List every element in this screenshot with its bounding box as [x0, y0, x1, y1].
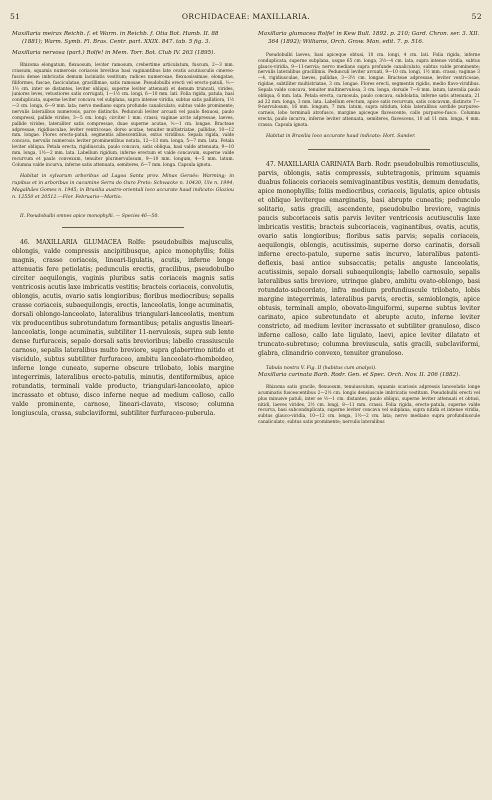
- species-description: Rhizoma satis gracile, flexuosum, tenuiusculum, squamis scariosis adpressis lanceolatis longe acuminatis fuscescentibus 2—2½ cm. longis densiuscule imbricatis vestitum. Pseudobulbi erecti vel plus minusve patuli, inter se ½—1 cm. distantes, paulo obliqui, superne leviter attenuati et obtusi, nitidi, laeves virides, 2½ cm. longi, 8—11 mm. crassi. Folia rigida, erecto-patula, superne valde recurva, basi subconduplicata, superne leviter concava vel subplana, supra nitida et intense viridia, subtus glauco-viridia, 10—12 cm. longa, 1½—2 cm. lata; nervo mediano supra profundiuscule canaliculato, subtus satis prominente; nervulis lateralibus: [258, 385, 480, 426]
- synonym-reference: Maxillaria carinata Barb. Rodr. Gen. et Spec. Orch. Nov. II. 206 (1882).: [258, 371, 461, 378]
- running-header: [10, 12, 482, 24]
- page-number-right: 52: [471, 12, 482, 21]
- habitat-paragraph: Habitat in Brasilia loco accurate haud indicato: Hort. Sander.: [266, 133, 416, 139]
- synonym-reference: Maxillaria glumacea Rolfe! in Kew Bull. 1892. p. 210; Gard. Chron. ser. 3. XII. 364 (1892); Williams, Orch. Grow. Man. edit. 7. p. 516.: [258, 31, 480, 46]
- right-column: [258, 30, 480, 790]
- plate-reference: Tabula nostra V. Fig. II (habitus cum analysi).: [266, 365, 377, 371]
- species-description: Pseudobulbi laeves, basi apiceque obtusi, 10 cm. longi, 4 cm. lati. Folia rigida, inferne conduplicata, superne subplana, usque 65 cm. longa, 3½—4 cm. lata, supra intense viridia, subtus glauco-viridia, 9—11-nervia; nervo mediano supra profunde canaliculato, subtus valde prominente; nervulis lateralibus gracillimis. Pedunculi leviter arcuati, 9—10 cm. longi, 1½ mm. crassi; vaginae 3—4, rigidiusculae, laeves, pallidae, 3—3½ cm. longae. Bracteae adpressae, leviter ventricosae, rigidae, subtiliter multistriatae, 3 cm. longae. Flores erecti, segmentis rigidis, medio flavo-viridibus. Sepala valde concava, tenuiter multinervulosa, 3 cm. longa, dorsale 7—8 mm. latum, lateralia paulo obliqua, 6 mm. lata. Petala erecta, carnosula, paulo concava, subdolatia, inferne satis attenuata, 21 ad 22 mm. longa, 3 mm. lata. Labellum erectum, apice satis recurvum, satis concavum, distincte 7—9-nervulosum, 16 mm. longum, 7 mm. latum, supra nitidum, lobis lateralibus sordide purpureo-carneis, lobo terminali atrofusco, margine apiceque flavescente, callo purpureo-fusco. Columna erecta, paulo incurva, inferne leviter attenuata, semiteres, flavescens, 10 ad 11 mm. longa, 4 mm. crassa. Capsula ignota.: [258, 52, 480, 128]
- running-title: ORCHIDACEAE: MAXILLARIA.: [181, 12, 311, 21]
- section-note: II. Pseudobulbi omnes apice monophylli. — Species 46—50.: [20, 214, 159, 220]
- section-divider: [62, 227, 184, 228]
- species-description: Rhizoma elongatum, flexuosum, leviter ramosum, crebertime articulatum, fuscum, 2—3 mm. crassum, squamis numerosis coriaceis brevibus basi vaginantibus late ovatis acutiusculis cinereo-fuscis dense imbricatis demum laciniatis vestitum; radices numerosae, flexuosissimae, elongatae, filiformes, fuscae, fasciculatae, gracillimae, satis ramosae. Pseudobulbi erecti vel erecto-patuli, ⅓—1⅓ cm. inter se distantes, leviter obliqui, superne leviter attenuati et demum truncati, virides, juniores leves, vetustiores satis corrugati, 1—1½ cm. longi, 6—10 mm. lati. Folia rigida, patula, basi conduplicata, superne leviter concava vel subplana, supra intense viridia, subtus satis pallidiora, 1½—3 cm. longa, 6—9 mm. lata; nervo mediano supra profunde canaliculato, subtus valde prominente; nervulis lateralibus numerosis, parce distinctis. Pedunculi leviter arcuati vel paulo flexuosi, paulo compressi, pallide virides, 3—5 cm. longi; circiter 1 mm. crassi; vaginae arcte adpressae, laeves, pallide virides, lateraliter satis compressae, duae superne acutae, ⅓—1 cm. longae. Bracteae adpressae, rigidiusculae, leviter ventricosae, dorso acutae, tenuiter multistriatae, pallidae, 10—12 mm. longae. Flores erecto-patuli, segmentis albescentibus, extus viridibus. Sepala rigida, valde concava, nervulis numerosis leviter prominentibus notata, 12—13 mm. longa, 5—7 mm. lata. Petala leviter obliqua. Petala erecta, rigidiuscula, paulo concava, satis obliqua, basi valde attenuata, 9—10 mm. longa, 1½—2 mm. lata. Labellum rigidum, inferne erectum et valde concavum, superne valde recurvum et paulo convexum, tenuiter plurinervulosum, 9—10 mm. longum, 4—5 mm. latum. Columna valde incurva, inferne satis attenuata, semiteres, 6—7 mm. longa. Capsula ignota.: [12, 63, 234, 168]
- species-diagnosis: 46. MAXILLARIA GLUMACEA Rolfe: pseudobulbis majusculis, oblongis, valde compressis ancipitibusque, apice monophyllis; foliis magnis, crasse coriaceis, lineari-ligulatis, acutis, inferne longe attenuatis fere petiolatis; pedunculis erectis, gracilibus, pseudobulbo circiter aequilongis, vaginis pluribus satis coriaceis magnis satis ventricosis acutis laxe imbricatis vestitis; bracteis coriaceis, convolutis, oblongis, acutis, ovario satis longioribus; floribus mediocribus; sepalis crasse coriaceis, subaequilongis, erectis, lanceolatis, longe acuminatis, dorsali oblongo-lanceolato, lateralibus triangulari-lanceolatis, mentum vix producentibus subrotundatum formantibus; petalis angustis lineari-lanceolatis, longe acuminatis, subtiliter 11-nervulosis, supra sub lente dense furfuraceis, sepalo dorsali satis brevioribus; labello crassiuscule carnoso, sepalis lateralibus multo breviore, supra glaberrimo nitido et viscidulo, subtus subtiliter furfuraceo, ambitu lanceolato-rhomboideo, inferne longe cuneato, superne obscure trilobato, lobis margine integerrimis, lateralibus erecto-patulis, minutis, dentiformibus, apice rotundatis, terminali valde producto, triangulari-lanceolato, apice incrassato et obtuso, disco inferne neque ad medium calloso, callo valde prominente, carnoso, lineari-clavato, viscoso; columna longiuscula, crassa, subclaviformi, subtiliter furfuraceo-puberula.: [12, 239, 234, 418]
- synonym-reference: Maxillaria meirax Reichb. f. et Warm. in Reichb. f. Otia Bot. Hamb. II. 88 (1881); Warm. Symb. Fl. Bras. Centr. part. XXIX. 847. tab. 5 fig. 3.: [12, 31, 219, 46]
- species-diagnosis: 47. MAXILLARIA CARINATA Barb. Rodr. pseudobulbis remotiusculis, parvis, oblongis, satis compressis, subtetragonis, primum squamis duabus foliaceis coriaceis semivaginantibus vestitis, demum denudatis, apice monophyllis; foliis mediocribus, coriaceis, ligulatis, apice obtusis et obliquo leviterque emarginatis, basi abrupte cuneatis; pedunculo solitario, satis gracili, ascendente, pseudobulbo breviore, vaginis paucis subcoriaceis satis parvis leviter ventricosis acutiusculis laxe imbricatis vestitis; bracteis subcoriaceis, vaginantibus, ovatis, acutis, ovario satis longioribus; floribus satis parvis; sepalis coriaceis, aequilongis, oblongis, acutissimis, superne dorso carinatis, dorsali inferne erecto-patulo, superne satis incurvo, lateralibus patenti-deflexis, basi antice subsaccatis; petalis anguste lanceolatis, acutissimis, sepalo dorsali subaequilongis; labello carnosulo, sepalis lateralibus satis breviore, utrinque glabro, ambitu ovato-oblongo, basi rotundato-subcordato, infra medium profundiuscule trilobato, lobis margine integerrimis, lateralibus parvis, erectis, semioblongis, apice obtusis, terminali amplo, obovato-linguiformi, superne subtus leviter carinato, apice subretundato et abrupte acuto, inferne leviter constricto, ad medium leviter incrassato et subtiliter granuloso, disco inferne calloso, callo late ligulato, laevi, apice leviter dilatato et truncato-subretuso; columna breviuscula, satis gracili, subclaviformi, glabra, clinandrio convexo, tenuiter granuloso.: [258, 160, 480, 357]
- synonym-reference: Maxillaria nervosa (part.) Rolfe! in Mem. Torr. Bot. Club IV. 263 (1895).: [12, 49, 216, 56]
- left-column: [12, 30, 234, 790]
- page-number-left: 51: [10, 12, 21, 21]
- habitat-paragraph: Habitat in sylvarum arboribus ad Lagoa Santa prov. Minas Geraës: Warming; in rupibus et in arboribus in cacumine Serra do Ouro Preto: Schwacke n. 10430, Ule n. 1994, Magalhães Gomes n. 1945; in Brasilia austro-orientali loco accurate haud indicato: Glaziou n. 12550 et 20512.—Flor. Februario—Martio.: [12, 174, 234, 201]
- section-divider: [308, 149, 430, 150]
